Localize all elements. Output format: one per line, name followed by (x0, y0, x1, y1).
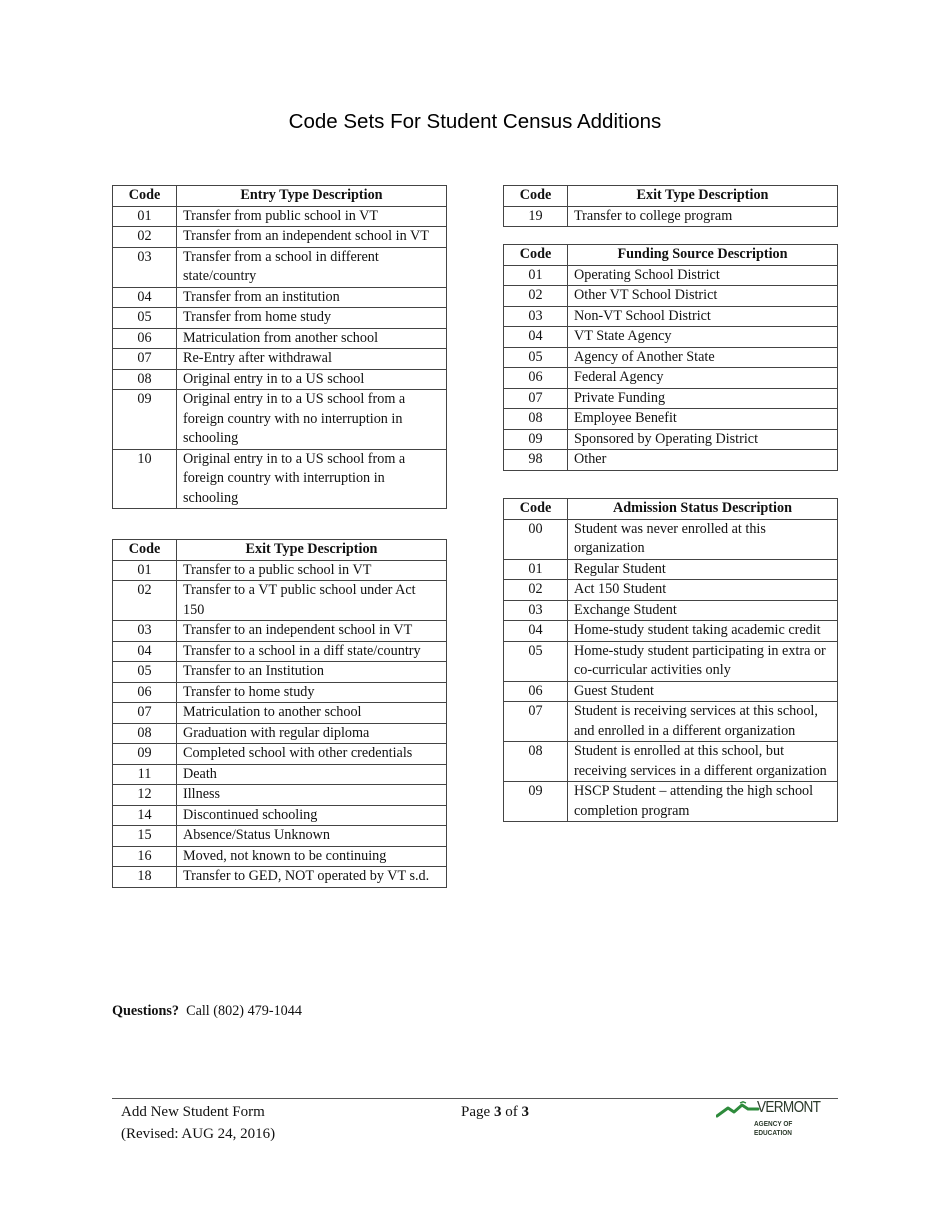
description-cell: Act 150 Student (568, 580, 838, 601)
description-cell: Matriculation to another school (177, 703, 447, 724)
code-cell: 09 (113, 744, 177, 765)
code-cell: 06 (504, 368, 568, 389)
table-header-row (504, 245, 838, 266)
table-row (504, 559, 838, 580)
page-number (440, 1102, 550, 1124)
description-cell: Transfer to a school in a diff state/country (177, 641, 447, 662)
code-cell: 98 (504, 450, 568, 471)
description-cell: Re-Entry after withdrawal (177, 349, 447, 370)
table-row (113, 227, 447, 248)
table-row (113, 846, 447, 867)
code-cell: 10 (113, 449, 177, 509)
table-row (113, 247, 447, 287)
code-cell: 18 (113, 867, 177, 888)
description-cell: Absence/Status Unknown (177, 826, 447, 847)
description-cell: Graduation with regular diploma (177, 723, 447, 744)
table-header-row (113, 186, 447, 207)
code-cell: 09 (504, 429, 568, 450)
table-header-row (504, 186, 838, 207)
table-header-row (113, 540, 447, 561)
table-row (504, 429, 838, 450)
table-row (113, 287, 447, 308)
code-cell: 02 (504, 580, 568, 601)
table-row (504, 450, 838, 471)
table-row (113, 723, 447, 744)
code-cell: 01 (113, 560, 177, 581)
code-cell: 11 (113, 764, 177, 785)
code-cell: 06 (113, 682, 177, 703)
code-cell: 08 (113, 369, 177, 390)
description-cell: Agency of Another State (568, 347, 838, 368)
description-cell: Death (177, 764, 447, 785)
table-row (504, 347, 838, 368)
description-cell: Matriculation from another school (177, 328, 447, 349)
code-cell: 01 (504, 265, 568, 286)
code-cell: 03 (504, 306, 568, 327)
code-cell: 05 (504, 347, 568, 368)
description-cell: Transfer to college program (568, 206, 838, 227)
table-row (113, 206, 447, 227)
table-row (113, 867, 447, 888)
description-cell: Non-VT School District (568, 306, 838, 327)
table-row (504, 409, 838, 430)
table-row (113, 641, 447, 662)
table-row (504, 641, 838, 681)
description-cell: Illness (177, 785, 447, 806)
table-row (504, 702, 838, 742)
table-row (504, 621, 838, 642)
description-cell: Transfer to a VT public school under Act 150 (177, 581, 447, 621)
code-cell: 05 (113, 662, 177, 683)
table-row (113, 390, 447, 450)
footer-form-name: Add New Student Form (121, 1104, 265, 1120)
table-row (504, 580, 838, 601)
description-cell: Home-study student participating in extra or co-curricular activities only (568, 641, 838, 681)
code-cell: 01 (113, 206, 177, 227)
table-row (113, 703, 447, 724)
description-cell: Original entry in to a US school from a foreign country with no interruption in schooling (177, 390, 447, 450)
description-header: Exit Type Description (177, 540, 447, 561)
code-cell: 07 (504, 702, 568, 742)
code-cell: 09 (113, 390, 177, 450)
description-cell: Private Funding (568, 388, 838, 409)
table-row (504, 388, 838, 409)
table-row (113, 826, 447, 847)
description-cell: Transfer from an institution (177, 287, 447, 308)
code-cell: 02 (504, 286, 568, 307)
table-row (113, 621, 447, 642)
table-row (113, 328, 447, 349)
description-header: Funding Source Description (568, 245, 838, 266)
funding-source-table (503, 244, 838, 471)
description-cell: Original entry in to a US school from a foreign country with interruption in schooling (177, 449, 447, 509)
description-cell: Other VT School District (568, 286, 838, 307)
page-current: 3 (493, 1104, 502, 1120)
vermont-agency-logo (716, 1099, 838, 1137)
description-cell: Operating School District (568, 265, 838, 286)
code-cell: 02 (113, 581, 177, 621)
code-cell: 01 (504, 559, 568, 580)
logo-subtitle: AGENCY OF EDUCATION (754, 1119, 793, 1137)
description-cell: Student is receiving services at this school, and enrolled in a different organization (568, 702, 838, 742)
code-cell: 05 (504, 641, 568, 681)
description-cell: Employee Benefit (568, 409, 838, 430)
code-cell: 04 (113, 287, 177, 308)
table-row (113, 449, 447, 509)
table-row (504, 327, 838, 348)
table-row (113, 785, 447, 806)
description-cell: Sponsored by Operating District (568, 429, 838, 450)
code-header: Code (504, 186, 568, 207)
description-cell: Other (568, 450, 838, 471)
table-row (113, 581, 447, 621)
page-of: of (505, 1104, 518, 1120)
code-cell: 14 (113, 805, 177, 826)
page-title: Code Sets For Student Census Additions (288, 110, 662, 133)
logo-wordmark: VERMONT (757, 1099, 821, 1116)
code-cell: 00 (504, 519, 568, 559)
code-cell: 08 (504, 742, 568, 782)
description-cell: Transfer to a public school in VT (177, 560, 447, 581)
table-row (113, 369, 447, 390)
code-cell: 07 (113, 703, 177, 724)
description-cell: Transfer from home study (177, 308, 447, 329)
table-row (113, 308, 447, 329)
table-row (504, 265, 838, 286)
code-cell: 04 (113, 641, 177, 662)
description-cell: Federal Agency (568, 368, 838, 389)
questions-phone: Call (802) 479-1044 (186, 1003, 302, 1019)
table-row (504, 600, 838, 621)
code-cell: 07 (113, 349, 177, 370)
table-header-row (504, 499, 838, 520)
code-cell: 09 (504, 782, 568, 822)
table-row (504, 306, 838, 327)
table-row (113, 805, 447, 826)
code-cell: 16 (113, 846, 177, 867)
code-cell: 07 (504, 388, 568, 409)
description-cell: Transfer to an independent school in VT (177, 621, 447, 642)
table-row (113, 560, 447, 581)
description-cell: Transfer from public school in VT (177, 206, 447, 227)
code-cell: 06 (113, 328, 177, 349)
code-header: Code (113, 186, 177, 207)
code-cell: 08 (504, 409, 568, 430)
description-cell: Original entry in to a US school (177, 369, 447, 390)
description-cell: Transfer to an Institution (177, 662, 447, 683)
description-cell: Transfer to home study (177, 682, 447, 703)
table-row (504, 286, 838, 307)
description-header: Entry Type Description (177, 186, 447, 207)
table-row (113, 744, 447, 765)
table-row (113, 662, 447, 683)
footer-form-info (121, 1102, 275, 1145)
description-cell: Guest Student (568, 681, 838, 702)
description-cell: Home-study student taking academic credit (568, 621, 838, 642)
description-cell: HSCP Student – attending the high school completion program (568, 782, 838, 822)
description-cell: Completed school with other credentials (177, 744, 447, 765)
table-row (113, 682, 447, 703)
description-cell: Moved, not known to be continuing (177, 846, 447, 867)
questions-line (112, 1003, 302, 1020)
footer-revised-date: (Revised: AUG 24, 2016) (121, 1125, 276, 1142)
admission-status-table (503, 498, 838, 822)
description-cell: Transfer from an independent school in VT (177, 227, 447, 248)
description-cell: Regular Student (568, 559, 838, 580)
questions-label: Questions? (112, 1003, 180, 1019)
code-header: Code (504, 499, 568, 520)
code-cell: 12 (113, 785, 177, 806)
description-cell: Student is enrolled at this school, but receiving services in a different organization (568, 742, 838, 782)
table-row (504, 519, 838, 559)
code-cell: 04 (504, 327, 568, 348)
table-row (504, 368, 838, 389)
code-cell: 06 (504, 681, 568, 702)
description-header: Admission Status Description (568, 499, 838, 520)
table-row (504, 742, 838, 782)
table-row (504, 681, 838, 702)
code-cell: 15 (113, 826, 177, 847)
exit-type-table (112, 539, 447, 888)
code-cell: 03 (113, 247, 177, 287)
entry-type-table (112, 185, 447, 509)
description-cell: Student was never enrolled at this organization (568, 519, 838, 559)
description-cell: VT State Agency (568, 327, 838, 348)
table-row (504, 206, 838, 227)
exit-type-table-college (503, 185, 838, 227)
page-word: Page (461, 1104, 491, 1120)
page-total: 3 (521, 1104, 529, 1120)
code-cell: 03 (113, 621, 177, 642)
table-row (113, 349, 447, 370)
code-cell: 08 (113, 723, 177, 744)
description-header: Exit Type Description (568, 186, 838, 207)
code-cell: 03 (504, 600, 568, 621)
description-cell: Exchange Student (568, 600, 838, 621)
code-cell: 02 (113, 227, 177, 248)
table-row (504, 782, 838, 822)
code-cell: 05 (113, 308, 177, 329)
code-cell: 04 (504, 621, 568, 642)
description-cell: Discontinued schooling (177, 805, 447, 826)
table-row (113, 764, 447, 785)
vermont-mountain-logo-icon (716, 1101, 760, 1119)
code-header: Code (504, 245, 568, 266)
description-cell: Transfer from a school in different state/country (177, 247, 447, 287)
code-header: Code (113, 540, 177, 561)
description-cell: Transfer to GED, NOT operated by VT s.d. (177, 867, 447, 888)
code-cell: 19 (504, 206, 568, 227)
